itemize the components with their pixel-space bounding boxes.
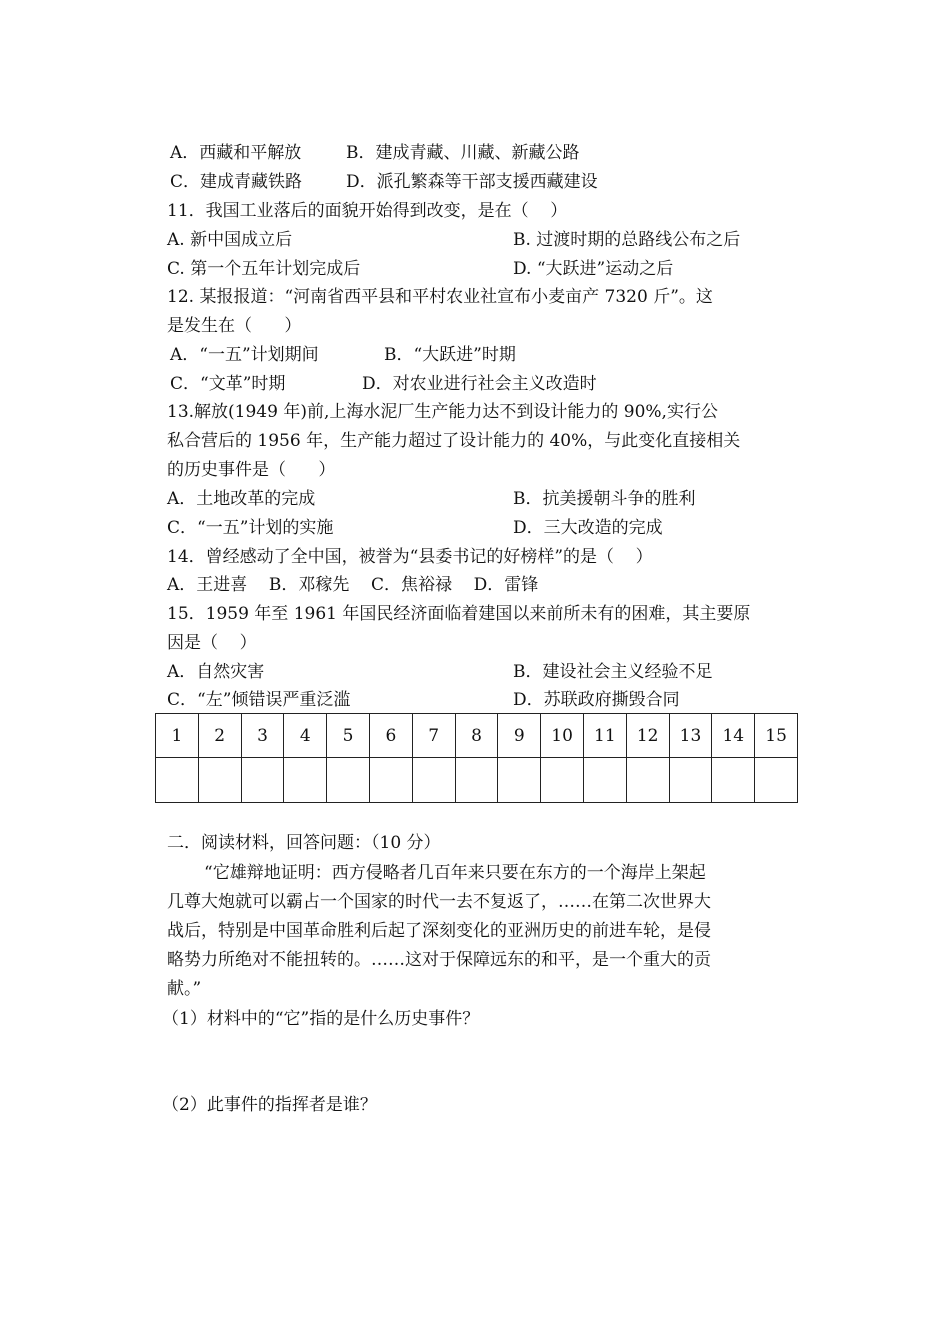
q14-options: A．王进喜 B．邓稼先 C．焦裕禄 D．雷锋 <box>167 575 539 595</box>
answer-cell-10[interactable] <box>541 758 584 803</box>
passage-line-2: 几尊大炮就可以霸占一个国家的时代一去不复返了，……在第二次世界大 <box>167 892 711 912</box>
answer-table-header-row <box>156 714 798 758</box>
passage-line-1: “它雄辩地证明：西方侵略者几百年来只要在东方的一个海岸上架起 <box>204 863 706 883</box>
answer-cell-9[interactable] <box>498 758 541 803</box>
answer-number-11: 11 <box>583 714 626 758</box>
q10-option-b: B．建成青藏、川藏、新藏公路 <box>346 143 580 163</box>
passage-line-5: 献。” <box>167 979 202 999</box>
q11-option-d: D. “大跃进”运动之后 <box>513 259 674 279</box>
q13-option-a: A．土地改革的完成 <box>167 489 316 509</box>
answer-cell-15[interactable] <box>755 758 798 803</box>
answer-number-13: 13 <box>669 714 712 758</box>
answer-cell-13[interactable] <box>669 758 712 803</box>
answer-number-3: 3 <box>241 714 284 758</box>
q11-option-b: B. 过渡时期的总路线公布之后 <box>513 230 741 250</box>
answer-cell-7[interactable] <box>412 758 455 803</box>
q15-option-a: A．自然灾害 <box>167 662 265 682</box>
answer-table-input-row <box>156 758 798 803</box>
answer-cell-4[interactable] <box>284 758 327 803</box>
answer-cell-8[interactable] <box>455 758 498 803</box>
passage-line-4: 略势力所绝对不能扭转的。……这对于保障远东的和平，是一个重大的贡 <box>167 950 711 970</box>
answer-number-2: 2 <box>198 714 241 758</box>
answer-number-9: 9 <box>498 714 541 758</box>
q12-option-b: B．“大跃进”时期 <box>384 345 516 365</box>
answer-number-15: 15 <box>755 714 798 758</box>
answer-number-12: 12 <box>626 714 669 758</box>
q15-option-c: C．“左”倾错误严重泛滥 <box>167 690 351 710</box>
q13-option-b: B．抗美援朝斗争的胜利 <box>513 489 696 509</box>
q11-option-c: C. 第一个五年计划完成后 <box>167 259 361 279</box>
answer-cell-6[interactable] <box>369 758 412 803</box>
answer-table <box>155 713 798 803</box>
part2-heading: 二．阅读材料，回答问题：（10 分） <box>167 833 441 853</box>
q13-stem-line2: 私合营后的 1956 年，生产能力超过了设计能力的 40%，与此变化直接相关 <box>167 431 741 451</box>
answer-number-7: 7 <box>412 714 455 758</box>
q13-stem-line1: 13.解放(1949 年)前,上海水泥厂生产能力达不到设计能力的 90%,实行公 <box>167 402 718 422</box>
q12-option-a: A．“一五”计划期间 <box>170 345 319 365</box>
q15-stem-line1: 15．1959 年至 1961 年国民经济面临着建国以来前所未有的困难，其主要原 <box>167 604 751 624</box>
q12-option-d: D．对农业进行社会主义改造时 <box>362 374 597 394</box>
answer-cell-11[interactable] <box>583 758 626 803</box>
q12-stem-line2: 是发生在（ ） <box>167 316 302 336</box>
question-1: （1）材料中的“它”指的是什么历史事件？ <box>162 1009 480 1029</box>
answer-cell-12[interactable] <box>626 758 669 803</box>
q10-option-a: A．西藏和平解放 <box>170 143 302 163</box>
q11-stem: 11．我国工业落后的面貌开始得到改变，是在（ ） <box>167 201 568 221</box>
q13-option-d: D．三大改造的完成 <box>513 518 663 538</box>
answer-cell-5[interactable] <box>327 758 370 803</box>
q13-option-c: C．“一五”计划的实施 <box>167 518 334 538</box>
answer-number-10: 10 <box>541 714 584 758</box>
answer-number-5: 5 <box>327 714 370 758</box>
answer-number-6: 6 <box>369 714 412 758</box>
answer-number-1: 1 <box>156 714 199 758</box>
passage-line-3: 战后，特别是中国革命胜利后起了深刻变化的亚洲历史的前进车轮，是侵 <box>167 921 711 941</box>
q12-stem-line1: 12. 某报报道：“河南省西平县和平村农业社宣布小麦亩产 7320 斤”。这 <box>167 287 713 307</box>
q11-option-a: A. 新中国成立后 <box>167 230 293 250</box>
answer-cell-2[interactable] <box>198 758 241 803</box>
answer-cell-14[interactable] <box>712 758 755 803</box>
q12-option-c: C．“文革”时期 <box>170 374 286 394</box>
question-2: （2）此事件的指挥者是谁？ <box>162 1095 377 1115</box>
q15-option-d: D．苏联政府撕毁合同 <box>513 690 680 710</box>
q15-option-b: B．建设社会主义经验不足 <box>513 662 713 682</box>
answer-number-8: 8 <box>455 714 498 758</box>
answer-number-4: 4 <box>284 714 327 758</box>
q10-option-d: D．派孔繁森等干部支援西藏建设 <box>346 172 598 192</box>
answer-cell-1[interactable] <box>156 758 199 803</box>
answer-cell-3[interactable] <box>241 758 284 803</box>
q13-stem-line3: 的历史事件是（ ） <box>167 460 336 480</box>
q15-stem-line2: 因是（ ） <box>167 633 257 653</box>
answer-number-14: 14 <box>712 714 755 758</box>
q14-stem: 14．曾经感动了全中国，被誉为“县委书记的好榜样”的是（ ） <box>167 547 653 567</box>
q10-option-c: C．建成青藏铁路 <box>170 172 303 192</box>
